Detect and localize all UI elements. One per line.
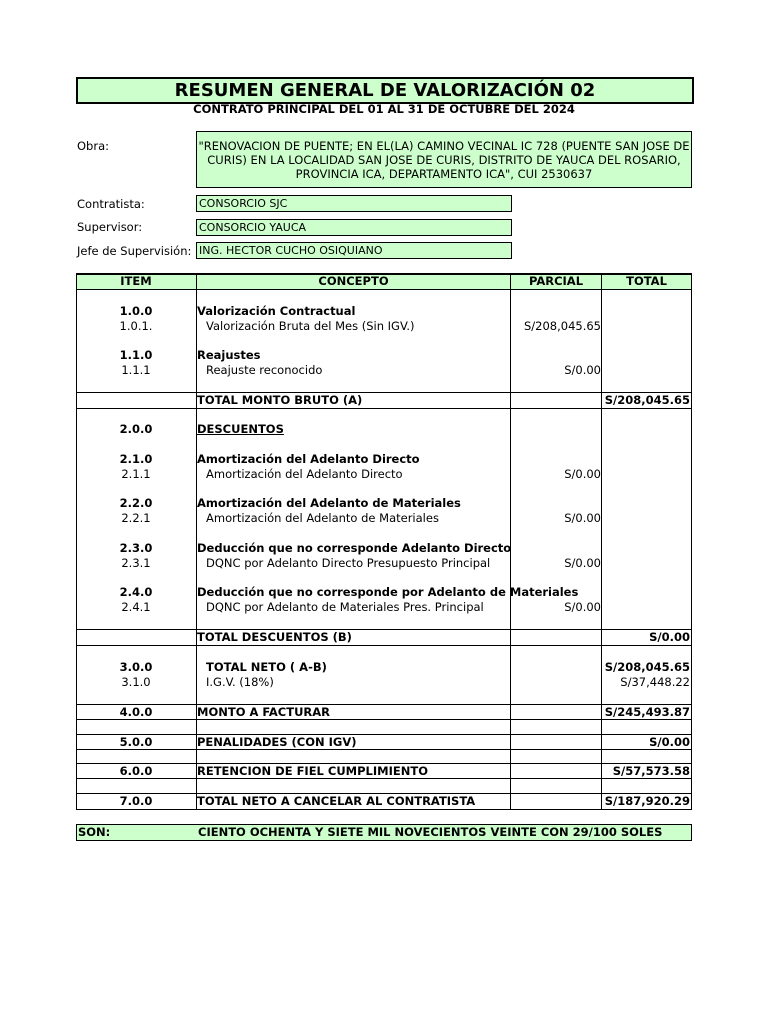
parcial-value: S/0.00 <box>564 556 601 570</box>
supervisor-field: CONSORCIO YAUCA <box>196 219 512 236</box>
son-amount-words: CIENTO OCHENTA Y SIETE MIL NOVECIENTOS VEINTE CON 29/100 SOLES <box>198 825 663 839</box>
item-number: 6.0.0 <box>119 764 153 778</box>
item-number: 1.1.1 <box>121 363 151 377</box>
item-number: 7.0.0 <box>119 794 153 808</box>
jefe-supervision-label: Jefe de Supervisión: <box>77 244 192 258</box>
header-parcial: PARCIAL <box>528 274 584 288</box>
concepto-text: Reajuste reconocido <box>206 363 323 377</box>
total-cancelar-value: S/187,920.29 <box>604 794 690 808</box>
report-title: RESUMEN GENERAL DE VALORIZACIÓN 02 <box>76 77 694 104</box>
concepto-text: Amortización del Adelanto de Materiales <box>206 511 439 525</box>
table-line <box>76 408 692 409</box>
obra-label: Obra: <box>77 139 110 153</box>
total-neto-value: S/208,045.65 <box>604 660 690 674</box>
header-total: TOTAL <box>626 274 667 288</box>
table-header-line <box>76 289 692 290</box>
item-number: 2.0.0 <box>119 422 153 436</box>
table-divider-parcial <box>601 273 602 810</box>
concepto-heading: Deducción que no corresponde Adelanto Directo <box>197 541 512 555</box>
item-number: 2.3.1 <box>121 556 151 570</box>
concepto-heading: Amortización del Adelanto de Materiales <box>197 496 461 510</box>
monto-facturar-label: MONTO A FACTURAR <box>197 705 331 719</box>
concepto-text: Amortización del Adelanto Directo <box>206 467 403 481</box>
item-number: 2.4.1 <box>121 600 151 614</box>
concepto-text: DQNC por Adelanto de Materiales Pres. Principal <box>206 600 484 614</box>
concepto-text: Valorización Bruta del Mes (Sin IGV.) <box>206 319 415 333</box>
igv-label: I.G.V. (18%) <box>206 675 274 689</box>
total-bruto-label: TOTAL MONTO BRUTO (A) <box>197 393 363 407</box>
item-number: 2.2.0 <box>119 496 153 510</box>
contratista-label: Contratista: <box>77 197 145 211</box>
total-descuentos-label: TOTAL DESCUENTOS (B) <box>197 630 352 644</box>
concepto-heading: Deducción que no corresponde por Adelanto de Materiales <box>197 585 579 599</box>
valorizacion-table <box>76 273 692 810</box>
penalidades-label: PENALIDADES (CON IGV) <box>197 735 357 749</box>
obra-value: "RENOVACION DE PUENTE; EN EL(LA) CAMINO VECINAL IC 728 (PUENTE SAN JOSE DE CURIS) EN LA LOCALIDAD SAN JOSE DE CURIS, DISTRITO DE YAUCA DEL ROSARIO, PROVINCIA ICA, DEPARTAMENTO ICA", CUI 2530637 <box>198 138 690 181</box>
header-item: ITEM <box>120 274 152 288</box>
item-number: 4.0.0 <box>119 705 153 719</box>
item-number: 1.0.1. <box>119 319 153 333</box>
obra-value-box <box>196 131 692 188</box>
parcial-value: S/0.00 <box>564 511 601 525</box>
total-cancelar-label: TOTAL NETO A CANCELAR AL CONTRATISTA <box>197 794 476 808</box>
son-label: SON: <box>78 825 111 839</box>
parcial-value: S/0.00 <box>564 363 601 377</box>
penalidades-value: S/0.00 <box>649 735 690 749</box>
item-number: 1.0.0 <box>119 304 153 318</box>
concepto-heading: Amortización del Adelanto Directo <box>197 452 420 466</box>
total-bruto-value: S/208,045.65 <box>604 393 690 407</box>
retencion-label: RETENCION DE FIEL CUMPLIMIENTO <box>197 764 428 778</box>
retencion-value: S/57,573.58 <box>612 764 690 778</box>
supervisor-label: Supervisor: <box>77 220 143 234</box>
item-number: 3.1.0 <box>121 675 151 689</box>
item-number: 3.0.0 <box>119 660 153 674</box>
table-line <box>76 778 692 779</box>
item-number: 1.1.0 <box>119 348 153 362</box>
son-box <box>76 824 692 841</box>
table-line <box>76 809 692 810</box>
parcial-value: S/0.00 <box>564 600 601 614</box>
total-descuentos-value: S/0.00 <box>649 630 690 644</box>
item-number: 5.0.0 <box>119 735 153 749</box>
table-border-right <box>691 273 692 810</box>
item-number: 2.1.0 <box>119 452 153 466</box>
descuentos-heading: DESCUENTOS <box>197 422 284 436</box>
item-number: 2.2.1 <box>121 511 151 525</box>
igv-value: S/37,448.22 <box>620 675 690 689</box>
table-line <box>76 645 692 646</box>
jefe-supervision-field: ING. HECTOR CUCHO OSIQUIANO <box>196 242 512 259</box>
item-number: 2.1.1 <box>121 467 151 481</box>
concepto-text: DQNC por Adelanto Directo Presupuesto Principal <box>206 556 491 570</box>
concepto-heading: Valorización Contractual <box>197 304 356 318</box>
table-line <box>76 719 692 720</box>
report-subtitle: CONTRATO PRINCIPAL DEL 01 AL 31 DE OCTUBRE DEL 2024 <box>193 102 575 116</box>
item-number: 2.4.0 <box>119 585 153 599</box>
table-line <box>76 629 692 630</box>
monto-facturar-value: S/245,493.87 <box>604 705 690 719</box>
contratista-field: CONSORCIO SJC <box>196 195 512 212</box>
header-concepto: CONCEPTO <box>318 274 389 288</box>
total-neto-label: TOTAL NETO ( A-B) <box>206 660 327 674</box>
item-number: 2.3.0 <box>119 541 153 555</box>
concepto-heading: Reajustes <box>197 348 261 362</box>
table-line <box>76 392 692 393</box>
table-line <box>76 749 692 750</box>
parcial-value: S/208,045.65 <box>523 319 601 333</box>
parcial-value: S/0.00 <box>564 467 601 481</box>
